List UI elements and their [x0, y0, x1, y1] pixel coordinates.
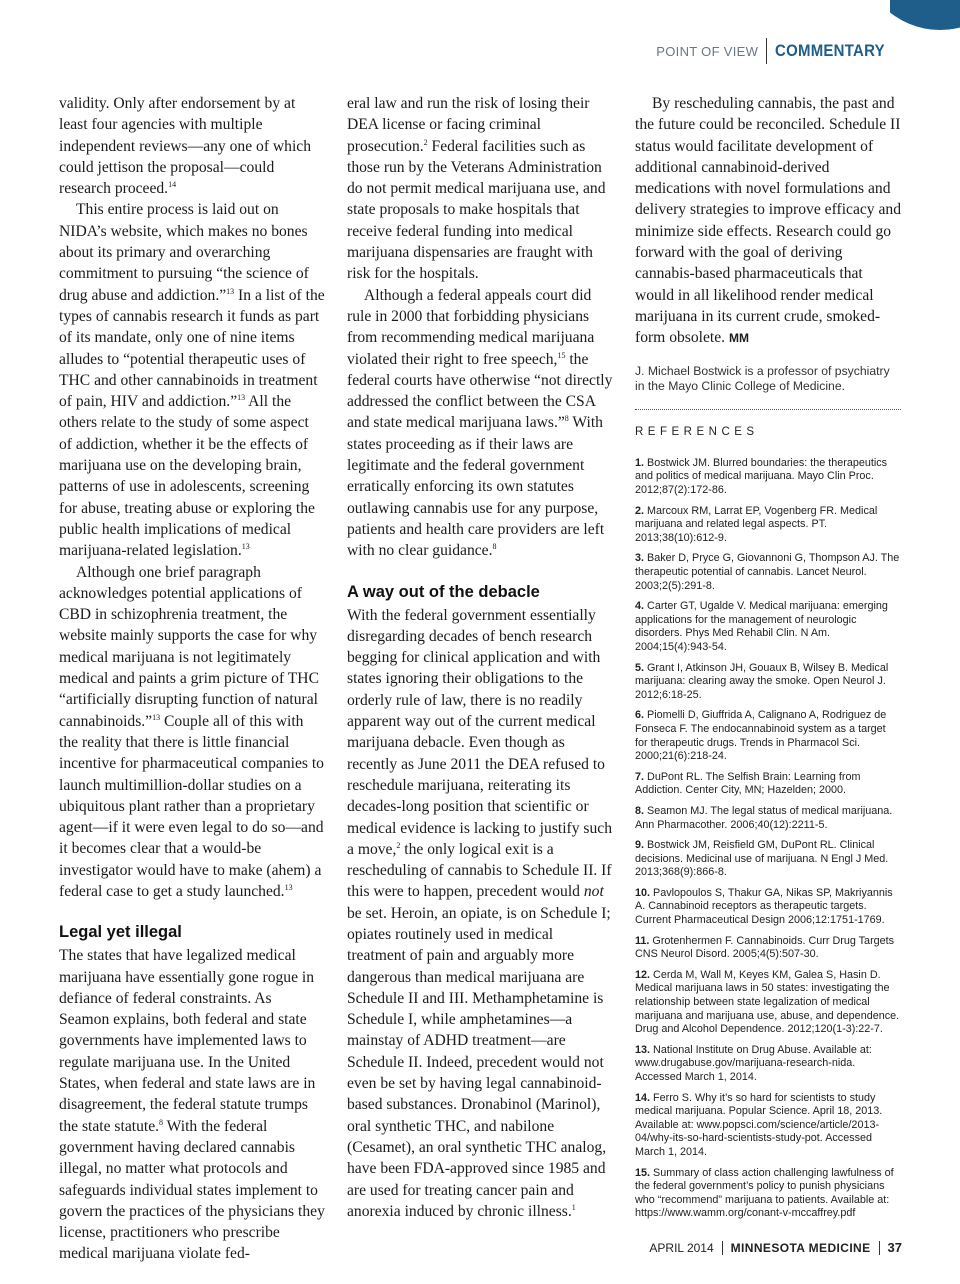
page-number: 37 — [887, 1240, 902, 1255]
reference-item: 6. Piomelli D, Giuffrida A, Calignano A, Rodriguez de Fonseca F. The endocannabinoid system as a target for therapeutic drugs. Trends in Pharmacol Sci. 2000;21(6):218-24. — [635, 709, 887, 763]
reference-item: 8. Seamon MJ. The legal status of medical marijuana. Ann Pharmacother. 2006;40(12):2211-5. — [635, 804, 893, 831]
footer-divider — [722, 1241, 723, 1255]
reference-item: 4. Carter GT, Ugalde V. Medical marijuana: emerging applications for the management of neurologic disorders. Phys Med Rehabil Clin. N Am. 2004;15(4):943-54. — [635, 600, 888, 653]
corner-tab-decoration — [890, 0, 960, 40]
references-heading: REFERENCES — [635, 425, 759, 438]
paragraph: This entire process is laid out on NIDA’s website, which makes no bones about its primary and overarching commitment to pursuing “the science of drug abuse and addiction.”$^{13}$ In a list of the types of cannabis research it funds as part of its mandate, only one of nine items alludes to “potential therapeutic uses of THC and other cannabinoids in treatment of pain, HIV and addiction.”$^{13}$ All the others relate to the study of some aspect of addiction, whether it be the effects of marijuana use on the developing brain, patterns of use in adolescents, screening for abuse, treating abuse or exploring the public health implications of medical marijuana-related legislation.$^{13}$ — [59, 201, 325, 560]
paragraph: With the federal government essentially disregarding decades of bench research begging for clinical application and with states ignoring their obligations to the orderly rule of law, there is no readily apparent way out of the current medical marijuana debacle. Even though as recently as June 2011 the DEA refused to reschedule marijuana, reiterating its decades-long position that scientific or medical evidence is lacking to justify such a move,$^2$ the only logical exit is a rescheduling of cannabis to Schedule II. If this were to happen, precedent would not be set. Heroin, an opiate, is on Schedule I; opiates routinely used in medical treatment of pain and arguably more dangerous than medical marijuana are Schedule II and III. Methamphetamine is Schedule I, while amphetamines—a mainstay of ADHD treatment—are Schedule II. Indeed, precedent would not even be set by having legal cannabinoid-based substances. Dronabinol (Marinol), oral synthetic THC, and nabilone (Cesamet), an oral synthetic THC analog, have been FDA-approved since 1985 and are used for treating cancer pain and anorexia induced by chronic illness.$^1$ — [347, 606, 613, 1220]
paragraph: Although a federal appeals court did rule in 2000 that forbidding physicians from recommending medical marijuana violated their right to free speech,$^{15}$ the federal courts have otherwise “not directly addressed the conflict between the CSA and state medical marijuana laws.”$^8$ With states proceeding as if their laws are legitimate and the federal government erratically enforcing its own statutes outlawing cannabis use for any purpose, patients and health care providers are left with no clear guidance.$^8$ — [347, 286, 613, 560]
issue-date: APRIL 2014 — [649, 1240, 714, 1255]
citation[interactable]: 15 — [557, 350, 566, 360]
journal-name: MINNESOTA MEDICINE — [730, 1240, 871, 1255]
paragraph: validity. Only after endorsement by at least four agencies with multiple independent reviews—any one of which could jettison the proposal—could research proceed.$^{14}$ — [59, 95, 312, 198]
footer-divider — [879, 1241, 880, 1255]
paragraph: Although one brief paragraph acknowledges potential applications of CBD in schizophrenia treatment, the website mainly supports the case for why medical marijuana is not legitimately medical and paints a grim picture of THC “artificially disrupting function of natural cannabinoids.”$^{13}$ Couple all of this with the reality that there is little financial incentive for pharmaceutical companies to launch multimillion-dollar studies on a ubiquitous plant rather than a proprietary agent—if it were even legal to do so—and it becomes clear that a would-be investigator would have to make (ahem) a federal case to get a study launched.$^{13}$ — [59, 563, 324, 900]
citation[interactable]: 8 — [564, 414, 569, 424]
dotted-divider — [635, 409, 901, 410]
citation[interactable]: 8 — [492, 542, 497, 552]
reference-item: 10. Pavlopoulos S, Thakur GA, Nikas SP, Makriyannis A. Cannabinoid receptors as therapeutic targets. Current Pharmaceutical Design 2006;12:1751-1769. — [635, 886, 893, 927]
section-title: COMMENTARY — [775, 41, 886, 60]
paragraph: By rescheduling cannabis, the past and the future could be reconciled. Schedule II status would facilitate development of additional cannabinoid-derived medications with novel formulations and delivery strategies to improve efficacy and minimize side effects. Research could go forward with the goal of deriving cannabis-based pharmaceuticals that would in all likelihood render medical marijuana in its current crude, smoked-form obsolete. MM — [635, 95, 901, 347]
paragraph: The states that have legalized medical marijuana have essentially gone rogue in defiance of federal constraints. As Seamon explains, both federal and state governments have implemented laws to regulate marijuana use. In the United States, when federal and state laws are in disagreement, the federal statute trumps the state statute.$^8$ With the federal government having declared cannabis illegal, no matter what protocols and safeguards individual states implement to govern the practices of the physicians they license, practitioners who prescribe medical marijuana violate fed- — [59, 947, 325, 1263]
reference-item: 5. Grant I, Atkinson JH, Gouaux B, Wilsey B. Medical marijuana: clearing away the smoke. Open Neurol J. 2012;6:18-25. — [635, 661, 889, 701]
reference-item: 14. Ferro S. Why it’s so hard for scientists to study medical marijuana. Popular Science. April 18, 2013. Available at: www.popsci.com/science/article/2013-04/why-its-so-hard-scientists-study-pot. Accessed March 1, 2014. — [635, 1091, 883, 1158]
citation[interactable]: 13 — [241, 542, 250, 552]
reference-item: 15. Summary of class action challenging lawfulness of the federal government’s policy to punish physicians who “recommend” marijuana to patients. Available at: https://www.wamm.org/conant-v-mccaffrey.pdf — [635, 1166, 894, 1220]
citation[interactable]: 13 — [237, 392, 246, 402]
citation[interactable]: 8 — [159, 1117, 164, 1127]
section-heading: A way out of the debacle — [347, 582, 540, 601]
reference-item: 12. Cerda M, Wall M, Keyes KM, Galea S, Hasin D. Medical marijuana laws in 50 states: investigating the relationship between state legalization of medical marijuana and marijuana use, abuse, and dependence. Drug and Alcohol Dependence. 2012;120(1-3):22-7. — [635, 968, 900, 1036]
reference-item: 1. Bostwick JM. Blurred boundaries: the therapeutics and politics of medical marijuana. Mayo Clin Proc. 2012;87(2):172-86. — [635, 456, 888, 497]
page-footer — [649, 1240, 902, 1255]
end-mark: MM — [728, 331, 749, 346]
reference-item: 11. Grotenhermen F. Cannabinoids. Curr Drug Targets CNS Neurol Disord. 2005;4(5):507-30. — [635, 934, 895, 961]
reference-item: 7. DuPont RL. The Selfish Brain: Learning from Addiction. Center City, MN; Hazelden; 2000. — [635, 770, 861, 797]
citation[interactable]: 2 — [423, 137, 428, 147]
column-1 — [59, 93, 325, 1265]
section-heading: Legal yet illegal — [59, 923, 182, 942]
citation[interactable]: 2 — [396, 840, 401, 850]
column-2 — [347, 93, 613, 1222]
citation[interactable]: 13 — [226, 286, 235, 296]
citation[interactable]: 1 — [571, 1202, 576, 1212]
column-3 — [635, 93, 901, 1228]
reference-item: 2. Marcoux RM, Larrat EP, Vogenberg FR. Medical marijuana and related legal aspects. PT. 2013;38(10):612-9. — [635, 504, 878, 544]
citation[interactable]: 13 — [152, 712, 161, 722]
reference-item: 3. Baker D, Pryce G, Giovannoni G, Thompson AJ. The therapeutic potential of cannabis. Lancet Neurol. 2003;2(5):291-8. — [635, 552, 900, 592]
reference-item: 9. Bostwick JM, Reisfield GM, DuPont RL. Clinical decisions. Medicinal use of marijuana. N Engl J Med. 2013;368(9):866-8. — [635, 839, 889, 879]
section-label: POINT OF VIEW — [656, 43, 759, 59]
citation[interactable]: 14 — [168, 180, 177, 189]
reference-list — [635, 457, 901, 1221]
header-divider — [766, 38, 767, 64]
citation[interactable]: 13 — [284, 882, 293, 892]
author-bio: J. Michael Bostwick is a professor of psychiatry in the Mayo Clinic College of Medicine. — [635, 363, 890, 394]
page-header — [656, 38, 900, 64]
reference-item: 13. National Institute on Drug Abuse. Available at: www.drugabuse.gov/marijuana-research-nida. Accessed March 1, 2014. — [635, 1043, 872, 1084]
emphasis: not — [583, 883, 604, 901]
paragraph: eral law and run the risk of losing their DEA license or facing criminal prosecution.$^2$ Federal facilities such as those run by the Veterans Administration do not permit medical marijuana use, and state proposals to make hospitals that receive federal funding into medical marijuana dispensaries are fraught with risk for the hospitals. — [347, 95, 606, 283]
